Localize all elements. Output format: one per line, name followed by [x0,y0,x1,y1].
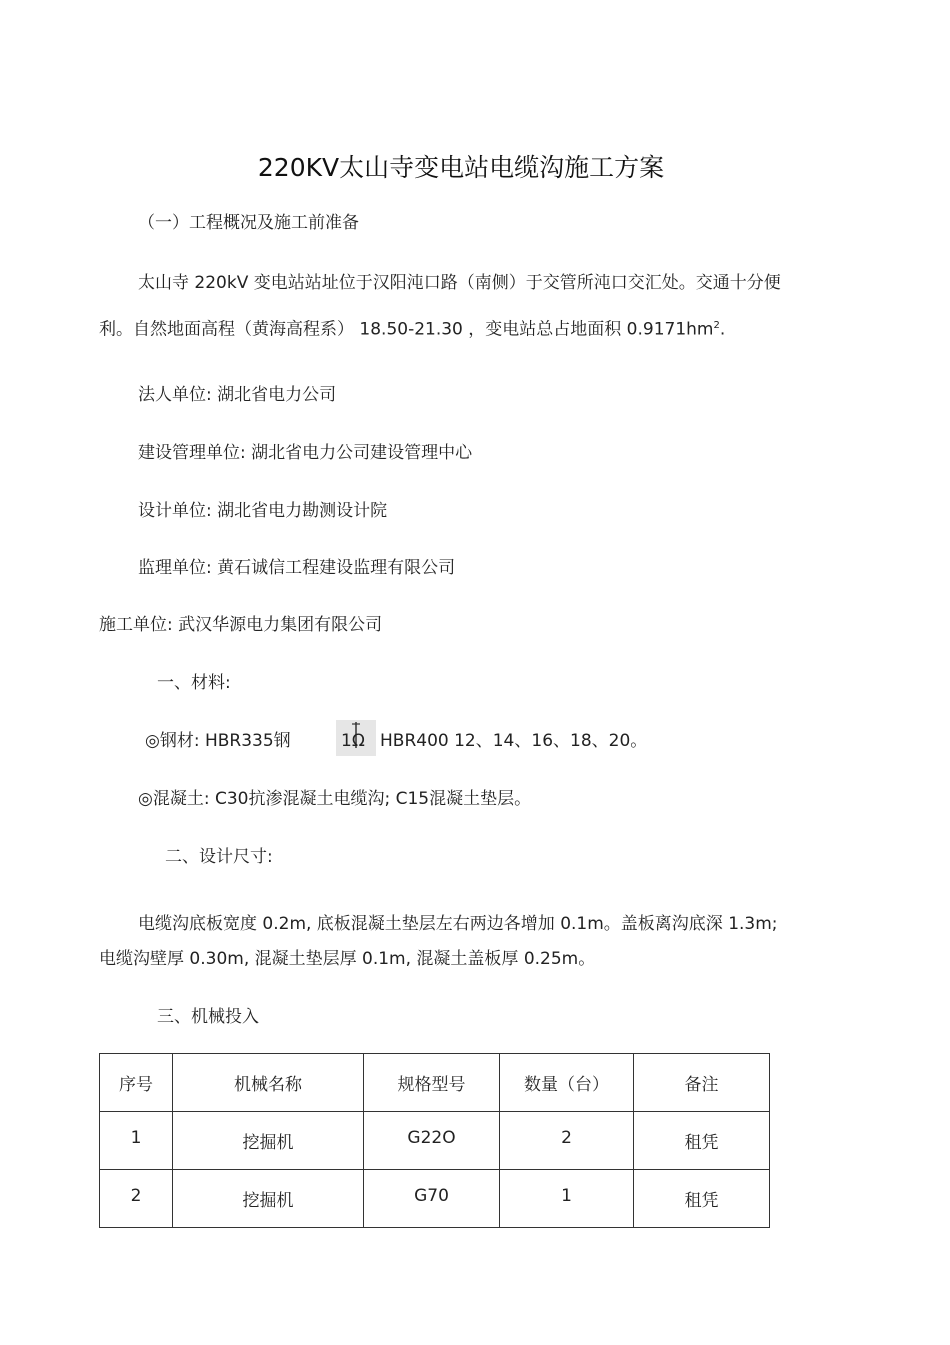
design-line-1: 电缆沟底板宽度 0.2m, 底板混凝土垫层左右两边各增加 0.1m。盖板离沟底深 1.3m; [138,914,778,934]
superscript-2: 2 [713,320,720,331]
supervision-unit: 监理单位: 黄石诚信工程建设监理有限公司 [138,558,456,578]
header-cell: 规格型号 [364,1054,500,1112]
steel-material-b: HBR400 12、14、16、18、20。 [380,731,648,751]
table-header-row [100,1054,770,1112]
table-row [100,1112,770,1170]
section-prep-heading: （一）工程概况及施工前准备 [138,213,359,233]
construction-mgmt-unit: 建设管理单位: 湖北省电力公司建设管理中心 [138,443,473,463]
table-cell: 1 [100,1112,173,1170]
header-cell: 机械名称 [173,1054,364,1112]
table-row [100,1170,770,1228]
concrete-material: ◎混凝土: C30抗渗混凝土电缆沟; C15混凝土垫层。 [138,789,532,809]
table-cell: G70 [364,1170,500,1228]
table-cell: G22O [364,1112,500,1170]
legal-unit: 法人单位: 湖北省电力公司 [138,385,337,405]
design-line-2: 电缆沟壁厚 0.30m, 混凝土垫层厚 0.1m, 混凝土盖板厚 0.25m。 [99,949,596,969]
header-cell: 序号 [100,1054,173,1112]
table-cell: 挖掘机 [173,1112,364,1170]
header-cell: 数量（台） [500,1054,634,1112]
contractor-unit: 施工单位: 武汉华源电力集团有限公司 [99,615,383,635]
table-cell: 租凭 [634,1112,770,1170]
machinery-table [99,1053,770,1228]
steel-material-a: ◎钢材: HBR335钢 [145,731,291,751]
materials-heading: 一、材料: [157,673,231,693]
header-cell: 备注 [634,1054,770,1112]
table-cell: 2 [100,1170,173,1228]
document-title: 220KV太山寺变电站电缆沟施工方案 [257,153,665,182]
design-unit: 设计单位: 湖北省电力勘测设计院 [138,501,388,521]
machinery-heading: 三、机械投入 [157,1007,259,1027]
table-cell: 1 [500,1170,634,1228]
table-cell: 2 [500,1112,634,1170]
table-cell: 挖掘机 [173,1170,364,1228]
table-cell: 租凭 [634,1170,770,1228]
intro-line-1: 太山寺 220kV 变电站站址位于汉阳沌口路（南侧）于交管所沌口交汇处。交通十分便 [138,273,781,293]
steel-code: 1Ω [341,731,365,751]
design-heading: 二、设计尺寸: [165,847,273,867]
intro-line-2: 利。自然地面高程（黄海高程系） 18.50-21.30 ，变电站总占地面积 $0.9171hm^2$. [99,319,726,340]
